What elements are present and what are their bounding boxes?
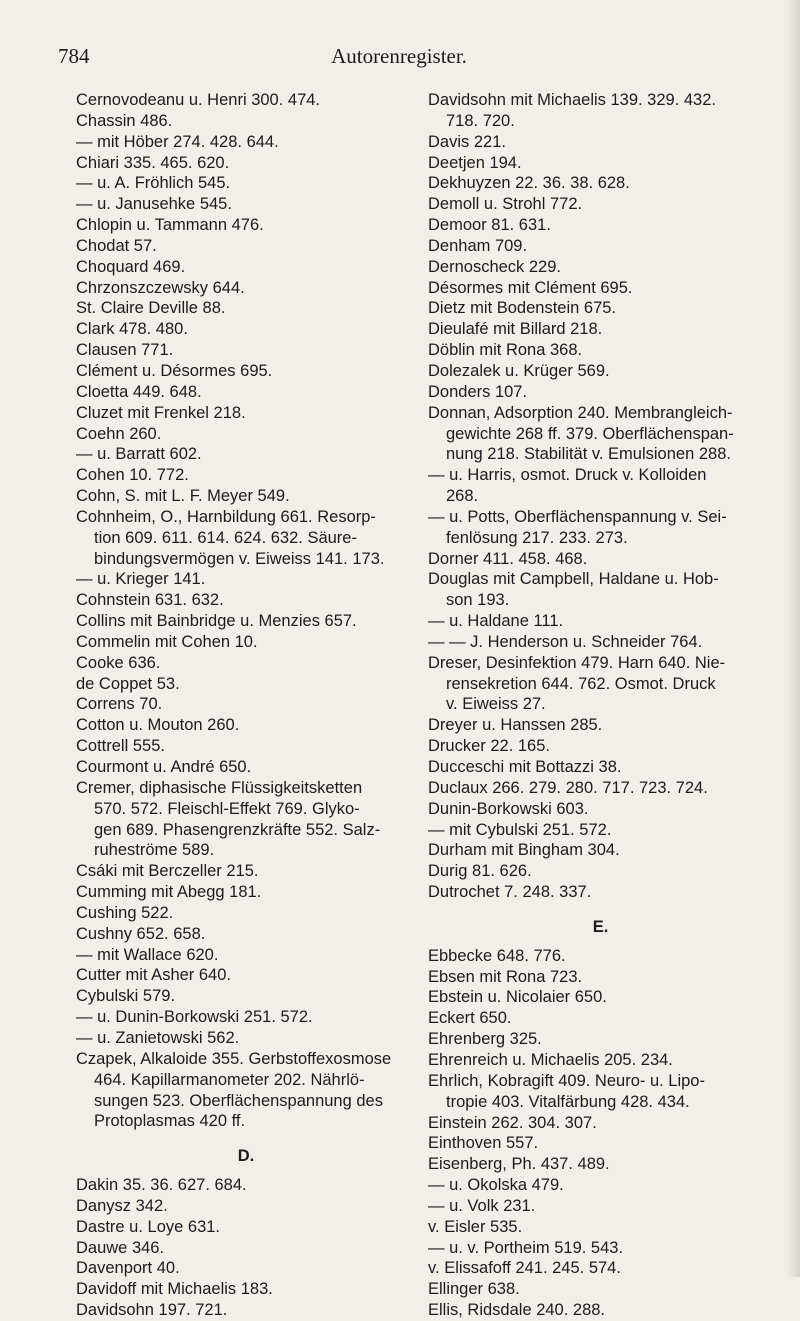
- index-entry: Davidsohn 197. 721.: [76, 1301, 228, 1320]
- index-entry: Clausen 771.: [76, 341, 174, 360]
- index-entry: — u. Potts, Oberflächenspannung v. Sei- fenlösung 217. 233. 273.: [428, 507, 727, 547]
- index-entry: Cernovodeanu u. Henri 300. 474.: [76, 91, 321, 109]
- index-entry: St. Claire Deville 88.: [76, 299, 226, 318]
- index-entry: Danysz 342.: [76, 1196, 168, 1215]
- index-entry: Chassin 486.: [76, 111, 173, 130]
- index-entry: — mit Wallace 620.: [76, 945, 219, 964]
- index-entry: — u. Barratt 602.: [76, 445, 202, 464]
- index-entry: Clément u. Désormes 695.: [76, 361, 273, 380]
- index-list-c: [76, 90, 416, 1132]
- index-entry: Cohn, S. mit L. F. Meyer 549.: [76, 487, 290, 506]
- index-entry: Donnan, Adsorption 240. Membrangleich- gewichte 268 ff. 379. Oberflächenspan- nung 218. Stabilität v. Emulsionen 288.: [428, 403, 734, 464]
- index-entry: Dieulafé mit Billard 218.: [428, 320, 603, 339]
- index-entry: Eckert 650.: [428, 1009, 512, 1028]
- index-entry: v. Eisler 535.: [428, 1217, 523, 1236]
- page-number: 784: [58, 44, 90, 68]
- index-entry: — u. Janusehke 545.: [76, 195, 232, 214]
- index-entry: Ehrenberg 325.: [428, 1030, 542, 1049]
- index-entry: — mit Cybulski 251. 572.: [428, 820, 612, 839]
- index-entry: Ehrenreich u. Michaelis 205. 234.: [428, 1050, 673, 1069]
- index-entry: Drucker 22. 165.: [428, 737, 550, 756]
- index-entry: Dreser, Desinfektion 479. Harn 640. Nie- rensekretion 644. 762. Osmot. Druck v. Eiweiss 27.: [428, 653, 726, 714]
- index-entry: Désormes mit Clément 695.: [428, 278, 633, 297]
- index-entry: Dakin 35. 36. 627. 684.: [76, 1176, 247, 1195]
- index-list-d: [76, 1175, 416, 1321]
- index-entry: Ebbecke 648. 776.: [428, 946, 566, 965]
- index-entry: Chlopin u. Tammann 476.: [76, 216, 264, 235]
- section-heading-d: D.: [237, 1147, 255, 1166]
- index-entry: v. Elissafoff 241. 245. 574.: [428, 1259, 621, 1278]
- index-entry: Dunin-Borkowski 603.: [428, 799, 589, 818]
- index-entry: Duclaux 266. 279. 280. 717. 723. 724.: [428, 778, 708, 797]
- right-column: [428, 90, 773, 1321]
- index-entry: Durig 81. 626.: [428, 862, 532, 881]
- index-entry: Einthoven 557.: [428, 1134, 539, 1153]
- index-entry: Coehn 260.: [76, 424, 162, 443]
- index-entry: Döblin mit Rona 368.: [428, 341, 583, 360]
- index-entry: Commelin mit Cohen 10.: [76, 632, 258, 651]
- index-entry: Ebstein u. Nicolaier 650.: [428, 988, 607, 1007]
- index-entry: Dastre u. Loye 631.: [76, 1217, 221, 1236]
- left-column: [76, 90, 416, 1321]
- index-entry: Durham mit Bingham 304.: [428, 841, 620, 860]
- index-entry: Chiari 335. 465. 620.: [76, 153, 230, 172]
- index-entry: Choquard 469.: [76, 257, 186, 276]
- index-entry: Dreyer u. Hanssen 285.: [428, 716, 603, 735]
- index-entry: Ellis, Ridsdale 240. 288.: [428, 1301, 606, 1320]
- index-entry: Cohnheim, O., Harnbildung 661. Resorp- tion 609. 611. 614. 624. 632. Säure- bindungsvermögen v. Eiweiss 141. 173.: [76, 507, 385, 568]
- page-header: [58, 44, 740, 74]
- index-entry: — u. Zanietowski 562.: [76, 1028, 240, 1047]
- index-entry: Davenport 40.: [76, 1259, 180, 1278]
- index-entry: — — J. Henderson u. Schneider 764.: [428, 632, 703, 651]
- index-entry: Correns 70.: [76, 695, 163, 714]
- index-entry: Cotton u. Mouton 260.: [76, 716, 240, 735]
- index-entry: — u. Okolska 479.: [428, 1176, 564, 1195]
- index-entry: Cooke 636.: [76, 653, 161, 672]
- index-entry: Eisenberg, Ph. 437. 489.: [428, 1155, 610, 1174]
- index-entry: de Coppet 53.: [76, 674, 180, 693]
- index-entry: Dietz mit Bodenstein 675.: [428, 299, 617, 318]
- index-entry: Chodat 57.: [76, 236, 157, 255]
- index-entry: Douglas mit Campbell, Haldane u. Hob- son 193.: [428, 570, 719, 610]
- index-entry: Clark 478. 480.: [76, 320, 188, 339]
- index-entry: Dekhuyzen 22. 36. 38. 628.: [428, 174, 630, 193]
- index-entry: Dolezalek u. Krüger 569.: [428, 361, 610, 380]
- index-entry: Cohen 10. 772.: [76, 466, 189, 485]
- index-entry: — u. Haldane 111.: [428, 612, 564, 631]
- index-entry: Einstein 262. 304. 307.: [428, 1113, 597, 1132]
- index-list-e: [428, 946, 773, 1321]
- index-entry: Denham 709.: [428, 236, 528, 255]
- index-entry: — u. Krieger 141.: [76, 570, 206, 589]
- index-entry: Cybulski 579.: [76, 987, 176, 1006]
- index-entry: Donders 107.: [428, 382, 528, 401]
- index-entry: Davidoff mit Michaelis 183.: [76, 1280, 273, 1299]
- index-entry: Cutter mit Asher 640.: [76, 966, 231, 985]
- index-entry: Chrzonszczewsky 644.: [76, 278, 245, 297]
- index-entry: — mit Höber 274. 428. 644.: [76, 132, 279, 151]
- section-heading-e: E.: [592, 917, 609, 936]
- index-entry: Czapek, Alkaloide 355. Gerbstoffexosmose 464. Kapillarmanometer 202. Nährlö- sungen 523. Oberflächenspannung des Protoplasmas 420 ff.: [76, 1049, 392, 1131]
- index-entry: Cottrell 555.: [76, 737, 165, 756]
- index-entry: — u. A. Fröhlich 545.: [76, 174, 231, 193]
- index-list-d-continued: [428, 90, 773, 903]
- index-entry: — u. Volk 231.: [428, 1196, 536, 1215]
- index-entry: Dauwe 346.: [76, 1238, 165, 1257]
- index-entry: Ebsen mit Rona 723.: [428, 967, 583, 986]
- index-entry: Ducceschi mit Bottazzi 38.: [428, 758, 622, 776]
- index-entry: Dernoscheck 229.: [428, 257, 561, 276]
- index-entry: Dorner 411. 458. 468.: [428, 549, 588, 568]
- index-entry: Cushing 522.: [76, 903, 174, 922]
- index-entry: Csáki mit Berczeller 215.: [76, 862, 259, 881]
- index-entry: Dutrochet 7. 248. 337.: [428, 883, 592, 902]
- index-entry: — u. Dunin-Borkowski 251. 572.: [76, 1008, 313, 1027]
- index-entry: Cushny 652. 658.: [76, 924, 206, 943]
- index-entry: Deetjen 194.: [428, 153, 522, 172]
- index-entry: Collins mit Bainbridge u. Menzies 657.: [76, 612, 357, 631]
- index-entry: Demoor 81. 631.: [428, 216, 551, 235]
- index-entry: Courmont u. André 650.: [76, 758, 252, 776]
- index-entry: Ehrlich, Kobragift 409. Neuro- u. Lipo- tropie 403. Vitalfärbung 428. 434.: [428, 1071, 705, 1111]
- index-entry: Cloetta 449. 648.: [76, 382, 202, 401]
- running-title: Autorenregister.: [331, 44, 467, 68]
- index-entry: — u. v. Portheim 519. 543.: [428, 1238, 624, 1257]
- index-entry: Demoll u. Strohl 772.: [428, 195, 583, 214]
- index-entry: — u. Harris, osmot. Druck v. Kolloiden 268.: [428, 466, 707, 506]
- index-entry: Davidsohn mit Michaelis 139. 329. 432. 718. 720.: [428, 91, 716, 130]
- index-entry: Ellinger 638.: [428, 1280, 520, 1299]
- page-edge-shadow: [786, 0, 800, 1277]
- index-entry: Cumming mit Abegg 181.: [76, 883, 262, 902]
- index-entry: Cohnstein 631. 632.: [76, 591, 224, 610]
- index-entry: Davis 221.: [428, 132, 506, 151]
- index-entry: Cremer, diphasische Flüssigkeitsketten 570. 572. Fleischl-Effekt 769. Glyko- gen 689. Phasengrenzkräfte 552. Salz- ruheströme 589.: [76, 778, 381, 860]
- index-entry: Cluzet mit Frenkel 218.: [76, 403, 246, 422]
